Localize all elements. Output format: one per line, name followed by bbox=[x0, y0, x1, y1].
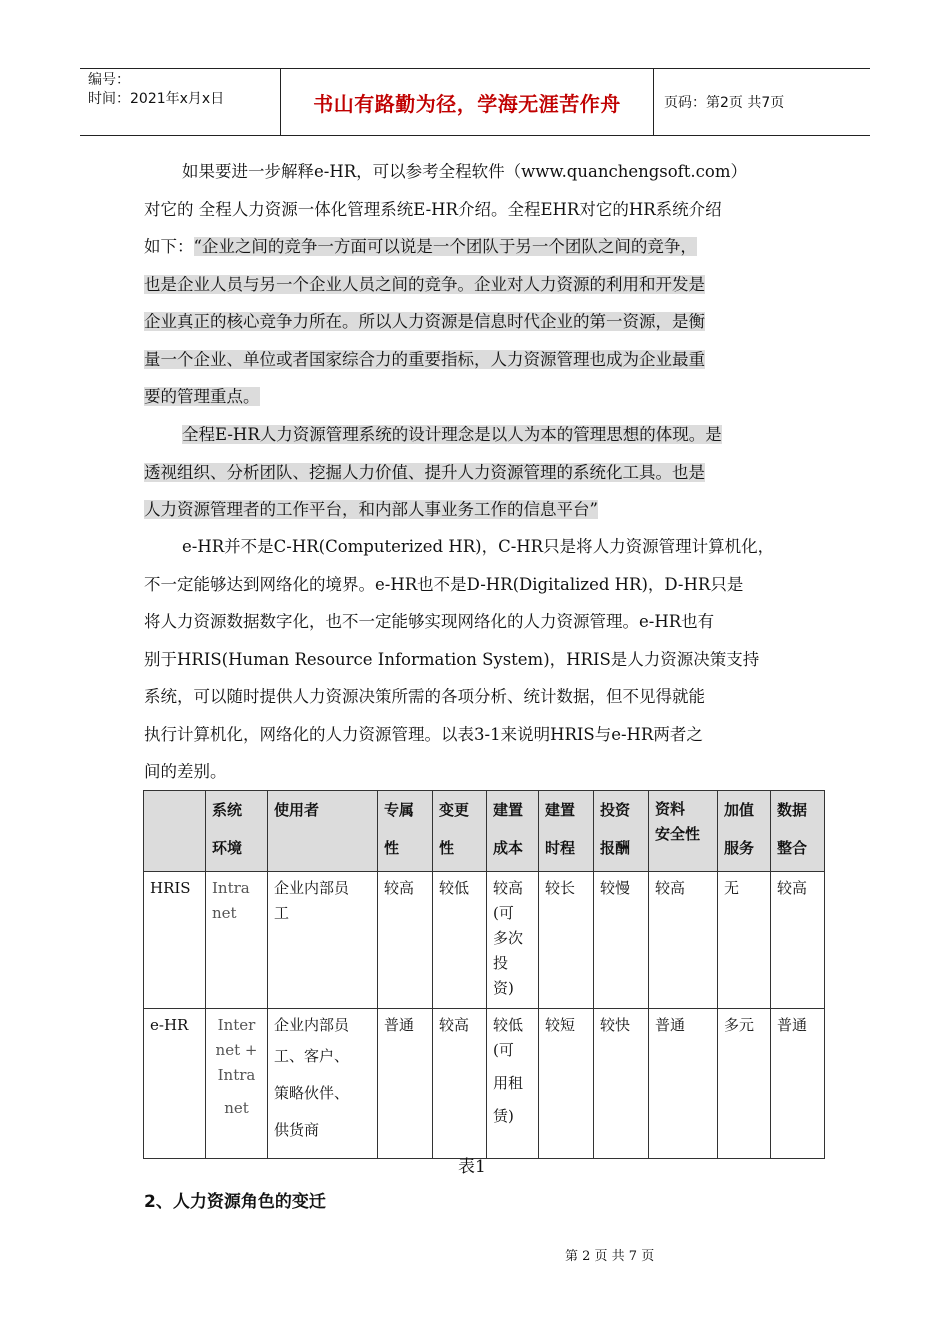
table-cell bbox=[206, 1009, 268, 1159]
table-header-cell bbox=[718, 791, 771, 872]
table-cell bbox=[268, 872, 378, 1009]
header-line: 系统 bbox=[212, 801, 243, 819]
comparison-table bbox=[143, 790, 825, 1159]
table-cell: 较短 bbox=[539, 1009, 594, 1159]
table-cell bbox=[487, 1009, 539, 1159]
highlighted-text: 要的管理重点。 bbox=[144, 387, 260, 406]
cell-line: 投 bbox=[493, 954, 509, 972]
cell-line: 工 bbox=[274, 904, 290, 922]
text-line: 如果要进一步解释e-HR，可以参考全程软件（www.quanchengsoft.com） bbox=[182, 162, 747, 181]
table-cell: 较长 bbox=[539, 872, 594, 1009]
text-line: 系统，可以随时提供人力资源决策所需的各项分析、统计数据，但不见得就能 bbox=[144, 687, 705, 706]
header-line: 建置 bbox=[545, 801, 576, 819]
text-line: 将人力资源数据数字化，也不一定能够实现网络化的人力资源管理。e-HR也有 bbox=[144, 612, 715, 631]
text-line bbox=[144, 228, 809, 266]
text-line: 对它的 全程人力资源一体化管理系统E-HR介绍。全程EHR对它的HR系统介绍 bbox=[144, 199, 722, 219]
table-cell: 较慢 bbox=[594, 872, 649, 1009]
table-cell: HRIS bbox=[144, 872, 206, 1009]
text-line: e-HR并不是C-HR(Computerized HR)，C-HR只是将人力资源管理计算机化， bbox=[182, 537, 775, 556]
table-header-cell bbox=[649, 791, 718, 872]
paragraph-1 bbox=[144, 153, 809, 416]
highlighted-text: 也是企业人员与另一个企业人员之间的竞争。企业对人力资源的利用和开发是 bbox=[144, 274, 705, 294]
header-line: 时程 bbox=[545, 839, 576, 857]
table-cell: e-HR bbox=[144, 1009, 206, 1159]
page-footer: 第 2 页 共 7 页 bbox=[565, 1249, 655, 1264]
cell-line: 较高 bbox=[493, 879, 524, 897]
table-header-cell bbox=[433, 791, 487, 872]
table-cell bbox=[206, 872, 268, 1009]
highlighted-text: “企业之间的竞争一方面可以说是一个团队于另一个团队之间的竞争， bbox=[193, 237, 697, 256]
table-cell: 较低 bbox=[433, 872, 487, 1009]
table-cell: 普通 bbox=[378, 1009, 433, 1159]
table-cell: 较高 bbox=[378, 872, 433, 1009]
cell-line: net bbox=[212, 904, 237, 922]
cell-line: 赁) bbox=[493, 1107, 514, 1125]
highlighted-text: 企业真正的核心竞争力所在。所以人力资源是信息时代企业的第一资源，是衡 bbox=[144, 312, 705, 331]
header-line: 专属 bbox=[384, 801, 415, 819]
cell-line: (可 bbox=[493, 904, 514, 922]
cell-line: Intra bbox=[217, 1066, 256, 1084]
table-cell: 较快 bbox=[594, 1009, 649, 1159]
table-header-cell bbox=[487, 791, 539, 872]
header-line: 数据 bbox=[777, 801, 808, 819]
header-line: 性 bbox=[384, 839, 400, 857]
cell-line: 企业内部员 bbox=[274, 879, 350, 897]
header-motto: 书山有路勤为径，学海无涯苦作舟 bbox=[281, 69, 654, 135]
header-line: 成本 bbox=[493, 839, 524, 857]
table-cell: 多元 bbox=[718, 1009, 771, 1159]
highlighted-text: 全程E-HR人力资源管理系统的设计理念是以人为本的管理思想的体现。是 bbox=[182, 425, 722, 444]
table-header-cell bbox=[539, 791, 594, 872]
header-line: 资料 bbox=[655, 800, 686, 818]
header-line: 环境 bbox=[212, 839, 243, 857]
cell-line: 供货商 bbox=[274, 1121, 320, 1139]
cell-line: 策略伙伴、 bbox=[274, 1084, 350, 1102]
text-line: 别于HRIS(Human Resource Information System)，HRIS是人力资源决策支持 bbox=[144, 649, 760, 669]
page-header bbox=[80, 68, 870, 136]
table-cell: 较高 bbox=[433, 1009, 487, 1159]
table-header-cell bbox=[144, 791, 206, 872]
highlighted-text: 人力资源管理者的工作平台，和内部人事业务工作的信息平台” bbox=[144, 500, 598, 519]
cell-line: net bbox=[224, 1099, 249, 1117]
table-cell: 较高 bbox=[649, 872, 718, 1009]
header-line: 投资 bbox=[600, 801, 631, 819]
text-span: 如下： bbox=[144, 237, 194, 256]
cell-line: Intra bbox=[212, 879, 250, 897]
cell-line: 企业内部员 bbox=[274, 1016, 350, 1034]
paragraph-3 bbox=[144, 528, 809, 791]
table-cell: 普通 bbox=[649, 1009, 718, 1159]
header-line: 变更 bbox=[439, 801, 470, 819]
text-line: 间的差别。 bbox=[144, 762, 227, 781]
cell-line: 资) bbox=[493, 979, 514, 997]
header-line: 建置 bbox=[493, 801, 524, 819]
text-line: 不一定能够达到网络化的境界。e-HR也不是D-HR(Digitalized HR)，D-HR只是 bbox=[144, 574, 744, 594]
header-line: 使用者 bbox=[274, 801, 320, 819]
header-number: 编号： bbox=[88, 72, 130, 88]
highlighted-text: 透视组织、分析团队、挖掘人力价值、提升人力资源管理的系统化工具。也是 bbox=[144, 462, 705, 482]
header-line: 整合 bbox=[777, 839, 808, 857]
table-cell bbox=[487, 872, 539, 1009]
cell-line: Inter bbox=[217, 1016, 256, 1034]
header-line: 加值 bbox=[724, 801, 755, 819]
table-cell bbox=[268, 1009, 378, 1159]
text-line: 执行计算机化，网络化的人力资源管理。以表3-1来说明HRIS与e-HR两者之 bbox=[144, 724, 703, 744]
paragraph-2 bbox=[144, 416, 809, 529]
cell-line: 工、客户、 bbox=[274, 1047, 350, 1065]
table-header-cell bbox=[771, 791, 825, 872]
section-heading: 2、人力资源角色的变迁 bbox=[144, 1192, 326, 1212]
header-line: 服务 bbox=[724, 839, 755, 857]
table-header-cell bbox=[268, 791, 378, 872]
header-line: 性 bbox=[439, 839, 455, 857]
header-line: 安全性 bbox=[655, 825, 701, 843]
cell-line: 较低 bbox=[493, 1016, 524, 1034]
table-caption: 表1 bbox=[458, 1157, 486, 1177]
table-row bbox=[144, 1009, 825, 1159]
table-cell: 普通 bbox=[771, 1009, 825, 1159]
table-header-cell bbox=[378, 791, 433, 872]
table-row bbox=[144, 872, 825, 1009]
table-header-row bbox=[144, 791, 825, 872]
cell-line: (可 bbox=[493, 1041, 514, 1059]
header-time: 时间：2021年x月x日 bbox=[88, 91, 225, 107]
header-meta bbox=[80, 69, 281, 135]
header-page-info: 页码：第2页 共7页 bbox=[664, 95, 785, 111]
cell-line: net + bbox=[215, 1041, 258, 1059]
table-header-cell bbox=[594, 791, 649, 872]
table-cell: 较高 bbox=[771, 872, 825, 1009]
highlighted-text: 量一个企业、单位或者国家综合力的重要指标，人力资源管理也成为企业最重 bbox=[144, 349, 705, 369]
cell-line: 多次 bbox=[493, 929, 524, 947]
cell-line: 用租 bbox=[493, 1074, 524, 1092]
table-header-cell bbox=[206, 791, 268, 872]
table-cell: 无 bbox=[718, 872, 771, 1009]
header-line: 报酬 bbox=[600, 839, 631, 857]
